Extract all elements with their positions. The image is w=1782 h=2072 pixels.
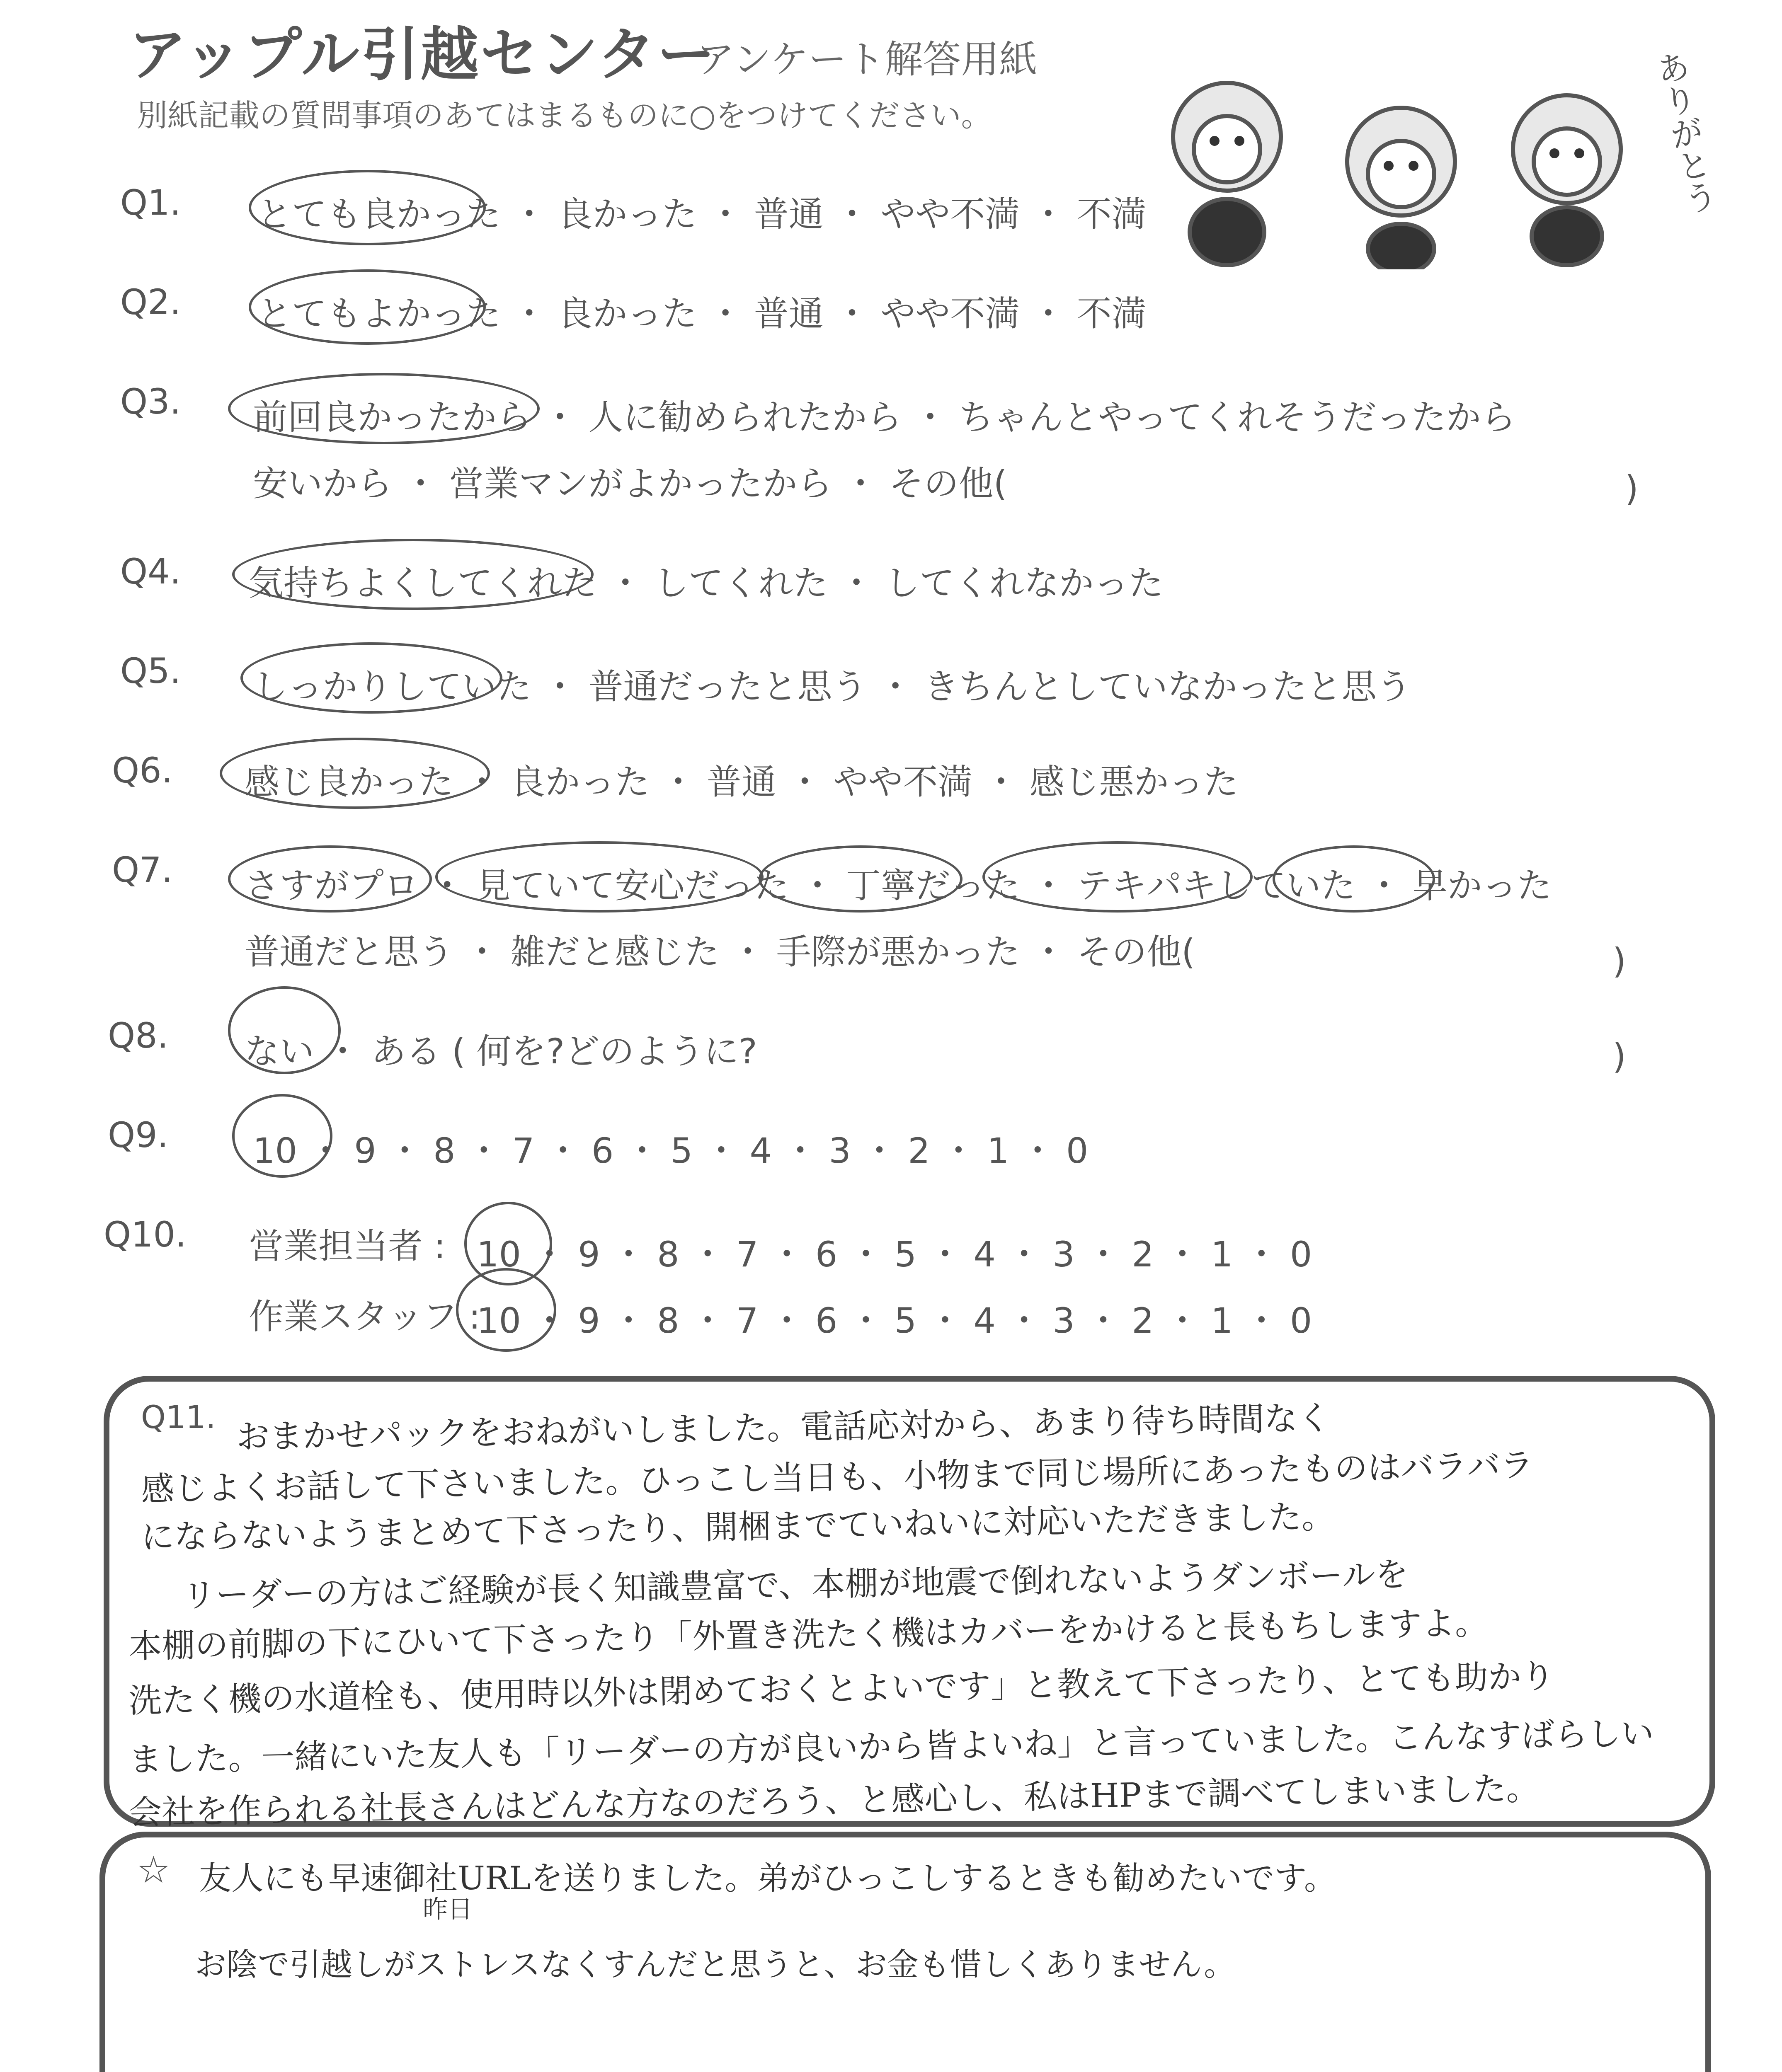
q11-line-2: 感じよくお話して下さいました。ひっこし当日も、小物まで同じ場所にあったものはバラバラ: [141, 1445, 1534, 1509]
q8-label: Q8.: [108, 1015, 169, 1056]
star-line-2: お陰で引越しがストレスなくすんだと思うと、お金も惜しくありません。: [195, 1946, 1236, 1983]
q10-staff-scale[interactable]: 10 ・ 9 ・ 8 ・ 7 ・ 6 ・ 5 ・ 4 ・ 3 ・ 2 ・ 1 ・ 0: [477, 1300, 1312, 1341]
q11-line-6: 洗たく機の水道栓も、使用時以外は閉めておくとよいです」と教えて下さったり、とても助かり: [128, 1656, 1555, 1721]
q11-line-5: 本棚の前脚の下にひいて下さったり「外置き洗たく機はカバーをかけると長もちしますよ。: [128, 1603, 1489, 1666]
q9-scale[interactable]: 10 ・ 9 ・ 8 ・ 7 ・ 6 ・ 5 ・ 4 ・ 3 ・ 2 ・ 1 ・ 0: [253, 1130, 1089, 1171]
q8-paren-close: ): [1612, 1036, 1626, 1077]
form-subtitle: アンケート解答用紙: [696, 37, 1038, 82]
star-line-1: 友人にも早速御社URLを送りました。弟がひっこしするときも勧めたいです。: [199, 1860, 1337, 1897]
q7-options-row1[interactable]: さすがプロ ・ 見ていて安心だった ・ 丁寧だった ・ テキパキしていた ・ 早かった: [245, 865, 1552, 906]
q7-circle-teinei: [759, 845, 963, 913]
q2-selection-circle: [249, 269, 486, 345]
q6-options[interactable]: 感じ良かった ・ 良かった ・ 普通 ・ やや不満 ・ 感じ悪かった: [245, 762, 1239, 802]
q4-selection-circle: [232, 539, 594, 610]
q7-circle-hayakatta: [1273, 845, 1435, 913]
q3-paren-close: ): [1625, 468, 1639, 509]
q10-staff-label: 作業スタッフ :: [249, 1296, 481, 1337]
q7-label: Q7.: [112, 850, 173, 890]
star-icon: ☆: [137, 1848, 170, 1892]
q3-selection-circle: [228, 373, 540, 444]
q3-label: Q3.: [120, 381, 181, 422]
q3-options-row1[interactable]: 前回良かったから ・ 人に勧められたから ・ ちゃんとやってくれそうだったから: [253, 397, 1516, 438]
q10-sales-label: 営業担当者 :: [249, 1226, 446, 1266]
q6-label: Q6.: [112, 750, 173, 791]
q11-line-8: 会社を作られる社長さんはどんな方なのだろう、と感心し、私はHPまで調べてしまいました。: [128, 1769, 1540, 1832]
q9-label: Q9.: [108, 1115, 169, 1155]
q10-sales-scale[interactable]: 10 ・ 9 ・ 8 ・ 7 ・ 6 ・ 5 ・ 4 ・ 3 ・ 2 ・ 1 ・ 0: [477, 1234, 1312, 1275]
q11-line-4: リーダーの方はご経験が長く知識豊富で、本棚が地震で倒れないようダンボールを: [182, 1555, 1409, 1615]
q7-circle-anshin: [435, 841, 764, 913]
q7-circle-tekipaki: [982, 841, 1253, 913]
instruction-text: 別紙記載の質問事項のあてはまるものに○をつけてください。: [137, 98, 992, 133]
company-title: アップル引越センター: [128, 21, 717, 89]
thanks-text: ありがとう: [1648, 48, 1720, 218]
q5-selection-circle: [240, 642, 502, 714]
q4-options[interactable]: 気持ちよくしてくれた ・ してくれた ・ してくれなかった: [249, 563, 1164, 603]
q2-label: Q2.: [120, 282, 181, 322]
q8-selection-circle: [228, 986, 341, 1074]
q7-circle-pro: [228, 845, 432, 913]
monkey-mascots-illustration: [1152, 37, 1712, 269]
q5-label: Q5.: [120, 651, 181, 691]
q7-options-row2[interactable]: 普通だと思う ・ 雑だと感じた ・ 手際が悪かった ・ その他(: [245, 932, 1195, 972]
q8-options[interactable]: ない ・ ある ( 何を?どのように?: [245, 1031, 757, 1072]
q1-label: Q1.: [120, 182, 181, 223]
q11-label: Q11.: [141, 1399, 216, 1435]
q5-options[interactable]: しっかりしていた ・ 普通だったと思う ・ きちんとしていなかったと思う: [253, 666, 1411, 707]
q3-options-row2[interactable]: 安いから ・ 営業マンがよかったから ・ その他(: [253, 463, 1007, 504]
q10-label: Q10.: [104, 1214, 187, 1255]
q2-options[interactable]: とてもよかった ・ 良かった ・ 普通 ・ やや不満 ・ 不満: [257, 293, 1147, 334]
q11-line-3: にならないようまとめて下さったり、開梱までていねいに対応いただきました。: [141, 1497, 1335, 1557]
q9-selection-circle: [232, 1094, 332, 1178]
q11-line-1: おまかせパックをおねがいしました。電話応対から、あまり待ち時間なく: [236, 1398, 1331, 1457]
q1-options[interactable]: とても良かった ・ 良かった ・ 普通 ・ やや不満 ・ 不満: [257, 194, 1147, 235]
q4-label: Q4.: [120, 551, 181, 592]
q11-line-7: ました。一緒にいた友人も「リーダーの方が良いから皆よいね」と言っていました。こんなすばらしい: [128, 1714, 1654, 1779]
q7-paren-close: ): [1612, 941, 1626, 981]
q1-selection-circle: [249, 170, 486, 245]
q10-staff-circle: [456, 1268, 556, 1352]
q6-selection-circle: [220, 738, 490, 809]
star-insert-note: 昨日: [423, 1895, 473, 1924]
